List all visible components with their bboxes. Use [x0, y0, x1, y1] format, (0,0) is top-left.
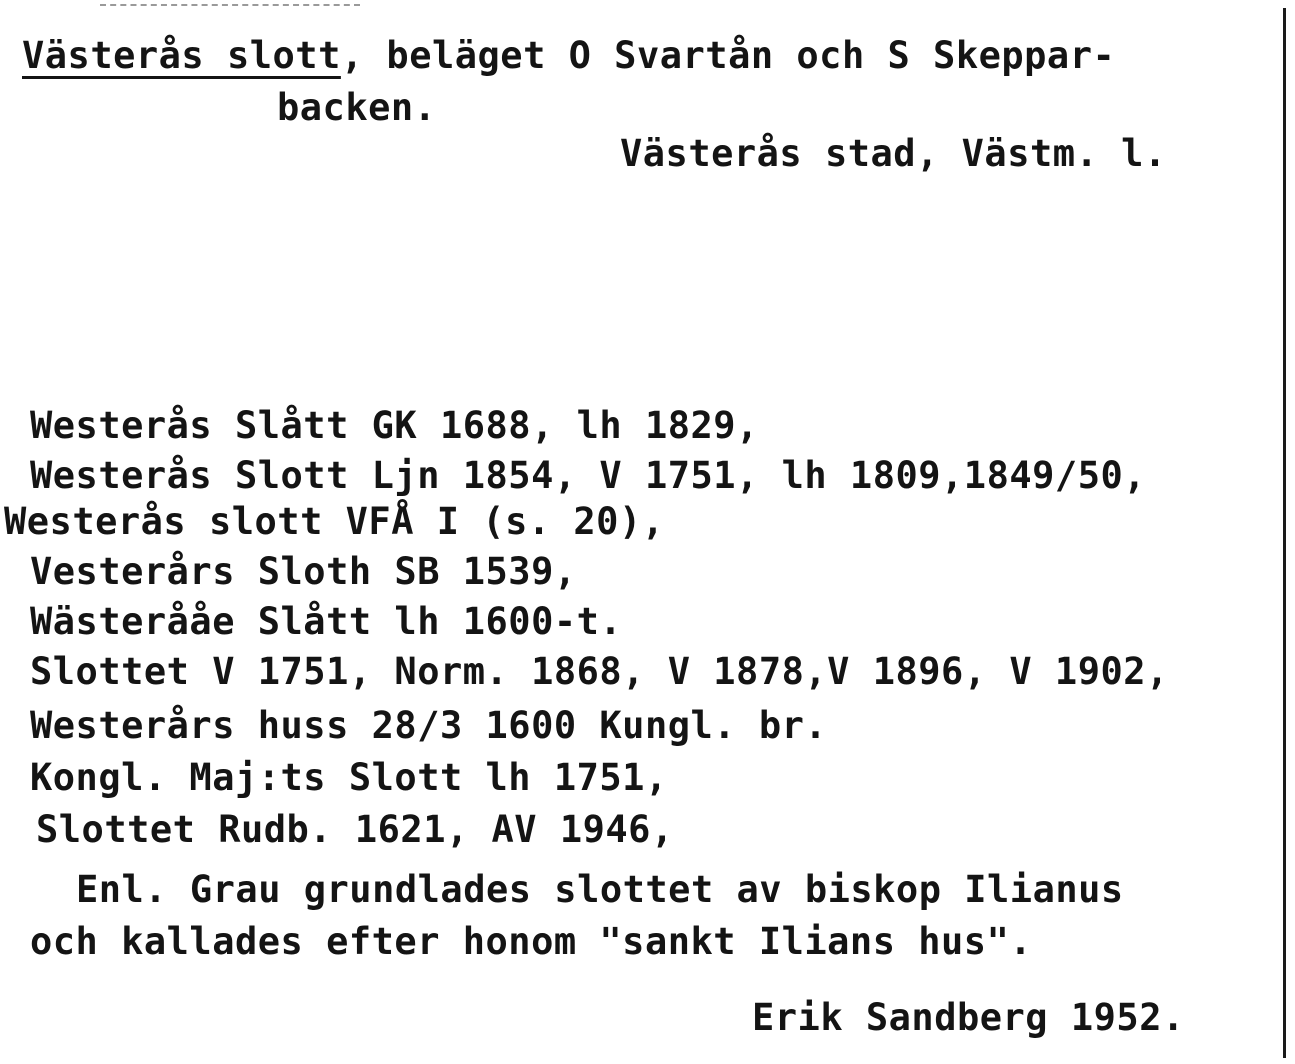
form-line-9: Slottet Rudb. 1621, AV 1946, — [36, 808, 674, 851]
form-line-7: Westerårs huss 28/3 1600 Kungl. br. — [30, 704, 828, 747]
title-rest: , beläget O Svartån och S Skeppar- — [340, 34, 1116, 77]
card-right-edge — [1283, 8, 1286, 1058]
location-line: Västerås stad, Västm. l. — [620, 132, 1167, 175]
signature: Erik Sandberg 1952. — [752, 996, 1185, 1039]
note-line-2: och kallades efter honom "sankt Ilians hus". — [30, 920, 1033, 963]
title-line — [22, 34, 1115, 78]
form-line-4: Vesterårs Sloth SB 1539, — [30, 550, 577, 593]
form-line-6: Slottet V 1751, Norm. 1868, V 1878,V 1896, V 1902, — [30, 650, 1169, 693]
form-line-8: Kongl. Maj:ts Slott lh 1751, — [30, 756, 668, 799]
title-name: Västerås slott — [22, 34, 341, 77]
form-line-1: Westerås Slått GK 1688, lh 1829, — [30, 404, 759, 447]
title-continuation: backen. — [277, 86, 437, 129]
top-edge-marks — [100, 4, 360, 8]
form-line-5: Wästerååe Slått lh 1600-t. — [30, 600, 623, 643]
note-line-1: Enl. Grau grundlades slottet av biskop Ilianus — [76, 868, 1124, 911]
form-line-2: Westerås Slott Ljn 1854, V 1751, lh 1809,1849/50, — [30, 454, 1147, 497]
form-line-3: Westerås slott VFÅ I (s. 20), — [4, 500, 665, 543]
